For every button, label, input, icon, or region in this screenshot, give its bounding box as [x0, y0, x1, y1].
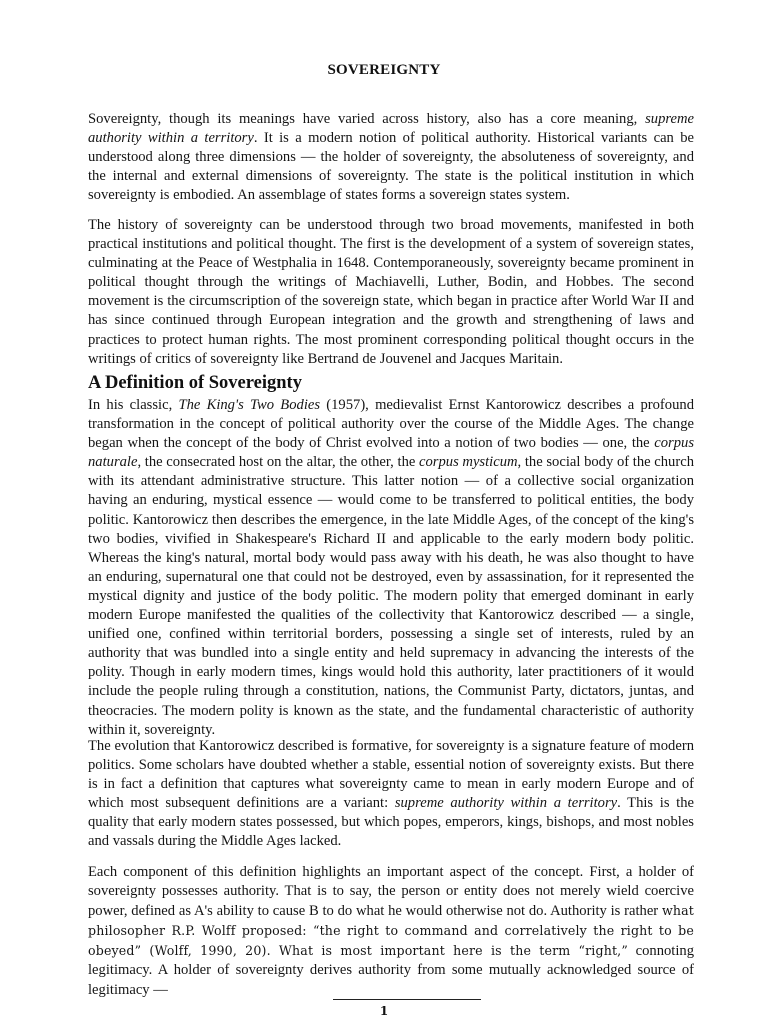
text-run: The history of sovereignty can be understood through two broad movements, manifested in both practical institutions and political thought. The first is the development of a system of sovereign states, culminating at the Peace of Westphalia in 1648. Contemporaneously, sovereignty became prominent in political thought through the writings of Machiavelli, Luther, Bodin, and Hobbes. The second movement is the circumscription of the sovereign state, which began in practice after World War II and has since continued through European integration and the growth and strengthening of laws and practices to protect human rights. The most prominent corresponding political thought occurs in the writings of critics of sovereignty like Bertrand de Jouvenel and Jacques Maritain.: [88, 217, 694, 367]
italic-term: corpus naturale: [88, 435, 694, 471]
text-run: (1957), medievalist Ernst Kantorowicz describes a profound transformation in the concept of political authority over the course of the Middle Ages. The change began when the concept of the body of Christ evolved into a notion of two bodies — one, the: [88, 397, 694, 452]
paragraph-intro: [88, 110, 694, 205]
text-run: . It is a modern notion of political authority. Historical variants can be understood along three dimensions — the holder of sovereignty, the absoluteness of sovereignty, and the internal and external dimensions of sovereignty. The state is the political institution in which sovereignty is embodied. An assemblage of states forms a sovereign states system.: [88, 130, 694, 204]
paragraph-kantorowicz: [88, 396, 694, 740]
document-title: SOVEREIGNTY: [327, 62, 441, 78]
text-run: Sovereignty, though its meanings have varied across history, also has a core meaning,: [88, 111, 646, 127]
paragraph-evolution: [88, 737, 694, 852]
text-run: In his classic,: [88, 397, 179, 413]
text-run: Each component of this definition highlights an important aspect of the concept. First, a holder of sovereignty possesses authority. That is to say, the person or entity does not merely wield coercive power, defined as A's ability to cause B to do what he would otherwise not do. Authority is rather: [88, 864, 694, 920]
footer-divider: [333, 999, 481, 1000]
text-run: . This is the quality that early modern states possessed, but which popes, emperors, kings, bishops, and most nobles and vassals during the Middle Ages lacked.: [88, 795, 694, 850]
text-run: , the social body of the church with its attendant administrative structure. This latter notion — of a collective social organization having an enduring, mystical essence — would come to be transferred to political entities, the body politic. Kantorowicz then describes the emergence, in the late Middle Ages, of the concept of the king's two bodies, vivified in Shakespeare's Richard II and applicable to the early modern body politic. Whereas the king's natural, mortal body would pass away with his death, he was also thought to have an enduring, supernatural one that could not be destroyed, even by assassination, for it represented the mystical dignity and justice of the body politic. The modern polity that emerged dominant in early modern Europe manifested the qualities of the collectivity that Kantorowicz described — a single, unified one, confined within territorial borders, possessing a single set of interests, ruled by an authority that was bundled into a single entity and held supremacy in advancing the interests of the polity. Though in early modern times, kings would hold this authority, later practitioners of it would include the people ruling through a constitution, nations, the Communist Party, dictators, juntas, and theocracies. The modern polity is known as the state, and the fundamental characteristic of authority within it, sovereignty.: [88, 454, 694, 738]
text-run: , the consecrated host on the altar, the other, the: [137, 454, 420, 471]
section-heading: A Definition of Sovereignty: [88, 373, 302, 393]
book-title: The King's Two Bodies: [178, 397, 321, 413]
italic-phrase: supreme authority within a territory: [394, 795, 618, 812]
italic-phrase: supreme authority within a territory: [88, 111, 694, 147]
page-number: 1: [379, 1004, 389, 1018]
text-run: connoting legitimacy. A holder of sovereignty derives authority from some mutually acknowledged source of legitimacy —: [88, 943, 694, 998]
text-run: The evolution that Kantorowicz described is formative, for sovereignty is a signature feature of modern politics. Some scholars have doubted whether a stable, essential notion of sovereignty exists. But there is in fact a definition that captures what sovereignty came to mean in early modern Europe and of which most subsequent definitions are a variant:: [88, 738, 694, 812]
wolff-quote: what philosopher R.P. Wolff proposed: “the right to command and correlatively the right to be obeyed” (Wolff, 1990, 20). What is most important here is the term “right,”: [88, 903, 694, 959]
italic-term: corpus mysticum: [419, 454, 518, 471]
paragraph-components: [88, 863, 694, 1000]
paragraph-history: [88, 216, 694, 369]
